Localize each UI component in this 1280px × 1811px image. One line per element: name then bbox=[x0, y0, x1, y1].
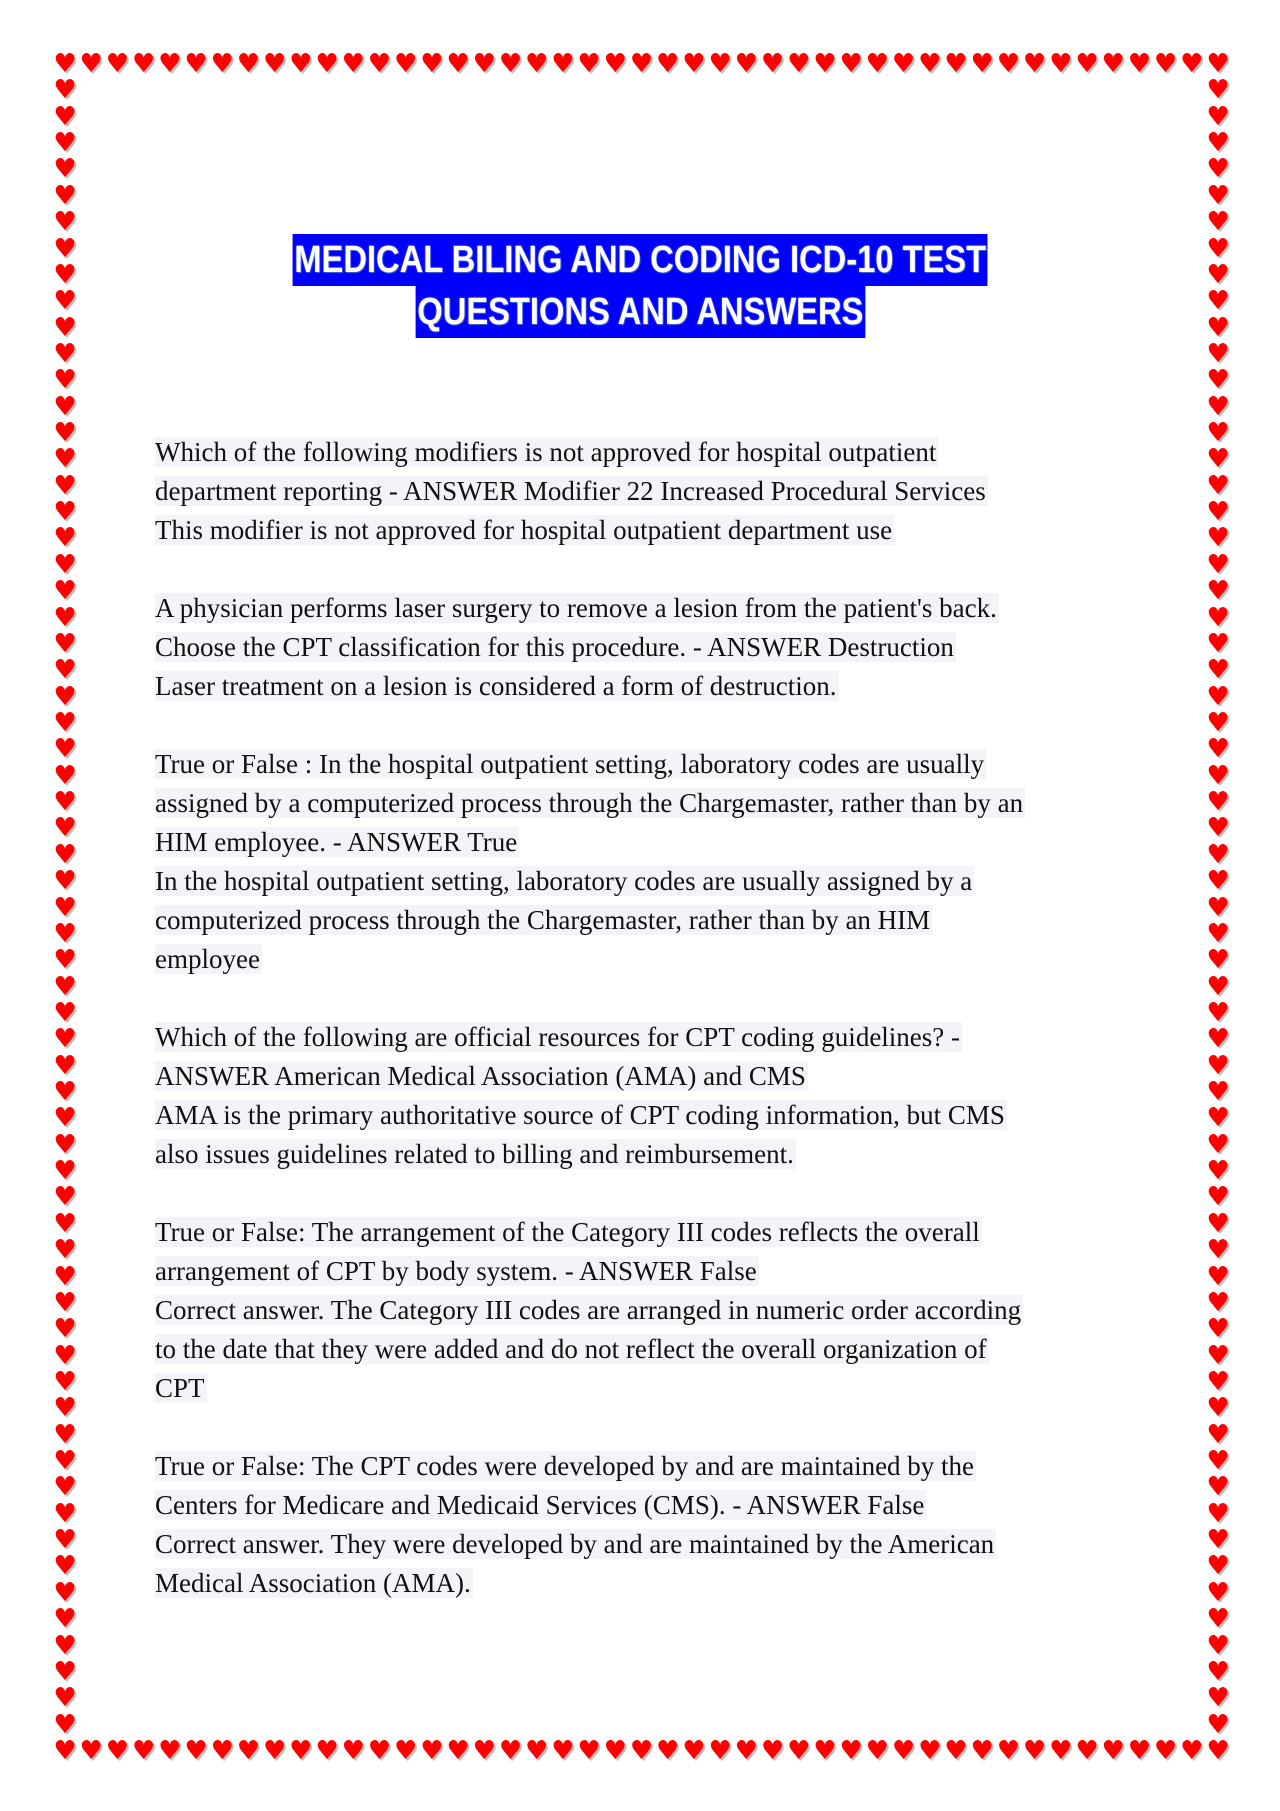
heart-icon: ♥ bbox=[472, 1736, 496, 1766]
heart-icon: ♥ bbox=[603, 1736, 627, 1766]
heart-icon: ♥ bbox=[1206, 523, 1230, 554]
heart-icon: ♥ bbox=[53, 523, 77, 554]
heart-icon: ♥ bbox=[918, 1736, 942, 1766]
qa-text-line: Which of the following are official resources for CPT coding guidelines? - bbox=[155, 1022, 961, 1052]
heart-icon: ♥ bbox=[498, 49, 523, 79]
heart-icon: ♥ bbox=[53, 576, 77, 607]
qa-text-line: A physician performs laser surgery to remove a lesion from the patient's back. bbox=[155, 593, 997, 623]
heart-icon: ♥ bbox=[629, 1736, 654, 1766]
heart-icon: ♥ bbox=[53, 707, 77, 738]
heart-icon: ♥ bbox=[53, 154, 77, 185]
qa-text-line: arrangement of CPT by body system. - ANSWER False bbox=[155, 1256, 757, 1286]
heart-icon: ♥ bbox=[1206, 312, 1230, 343]
heart-icon: ♥ bbox=[53, 734, 77, 765]
heart-icon: ♥ bbox=[1206, 233, 1230, 264]
qa-text-line: True or False : In the hospital outpatient setting, laboratory codes are usually bbox=[155, 749, 985, 779]
heart-icon: ♥ bbox=[53, 1604, 77, 1635]
heart-icon: ♥ bbox=[760, 1736, 785, 1766]
heart-icon: ♥ bbox=[53, 1314, 77, 1345]
heart-icon: ♥ bbox=[734, 49, 758, 79]
heart-icon: ♥ bbox=[996, 1736, 1021, 1766]
heart-icon: ♥ bbox=[210, 1736, 234, 1766]
heart-icon: ♥ bbox=[1049, 1736, 1073, 1766]
heart-icon: ♥ bbox=[53, 1393, 77, 1424]
heart-icon: ♥ bbox=[53, 918, 77, 949]
heart-icon: ♥ bbox=[184, 1736, 208, 1766]
heart-icon: ♥ bbox=[79, 1736, 103, 1766]
heart-icon: ♥ bbox=[53, 681, 77, 712]
qa-item bbox=[155, 1213, 1155, 1408]
heart-icon: ♥ bbox=[1206, 1630, 1230, 1661]
heart-icon: ♥ bbox=[53, 602, 77, 633]
heart-icon: ♥ bbox=[1206, 576, 1230, 607]
heart-icon: ♥ bbox=[53, 1366, 77, 1397]
heart-icon: ♥ bbox=[53, 1419, 77, 1450]
heart-icon: ♥ bbox=[498, 1736, 523, 1766]
heart-icon: ♥ bbox=[1206, 207, 1230, 238]
heart-icon: ♥ bbox=[656, 1736, 680, 1766]
heart-icon: ♥ bbox=[787, 49, 811, 79]
heart-icon: ♥ bbox=[1206, 470, 1230, 501]
qa-text-line: Medical Association (AMA). bbox=[155, 1568, 471, 1598]
heart-icon: ♥ bbox=[1127, 49, 1152, 79]
heart-icon: ♥ bbox=[1206, 259, 1230, 290]
heart-icon: ♥ bbox=[629, 49, 654, 79]
heart-icon: ♥ bbox=[1206, 1419, 1230, 1450]
heart-icon: ♥ bbox=[891, 1736, 916, 1766]
heart-icon: ♥ bbox=[236, 49, 261, 79]
heart-icon: ♥ bbox=[1127, 1736, 1152, 1766]
heart-icon: ♥ bbox=[289, 49, 313, 79]
heart-icon: ♥ bbox=[708, 49, 732, 79]
qa-text-line: Centers for Medicare and Medicaid Services (CMS). - ANSWER False bbox=[155, 1490, 925, 1520]
heart-icon: ♥ bbox=[53, 470, 77, 501]
heart-icon: ♥ bbox=[551, 49, 575, 79]
heart-icon: ♥ bbox=[787, 1736, 811, 1766]
heart-icon: ♥ bbox=[1206, 760, 1230, 791]
heart-icon: ♥ bbox=[53, 1525, 77, 1556]
heart-icon: ♥ bbox=[210, 49, 234, 79]
heart-icon: ♥ bbox=[53, 207, 77, 238]
heart-icon: ♥ bbox=[1206, 971, 1230, 1002]
qa-item bbox=[155, 433, 1155, 550]
heart-icon: ♥ bbox=[53, 1551, 77, 1582]
heart-icon: ♥ bbox=[53, 365, 77, 396]
heart-icon: ♥ bbox=[839, 49, 863, 79]
heart-icon: ♥ bbox=[525, 1736, 549, 1766]
heart-icon: ♥ bbox=[1206, 655, 1230, 686]
heart-icon: ♥ bbox=[1206, 1446, 1230, 1477]
heart-icon: ♥ bbox=[1206, 918, 1230, 949]
heart-icon: ♥ bbox=[53, 1446, 77, 1477]
heart-icon: ♥ bbox=[53, 233, 77, 264]
heart-icon: ♥ bbox=[53, 391, 77, 422]
heart-icon: ♥ bbox=[656, 49, 680, 79]
heart-icon: ♥ bbox=[53, 892, 77, 923]
heart-icon: ♥ bbox=[53, 1577, 77, 1608]
heart-icon: ♥ bbox=[1206, 1050, 1230, 1081]
heart-icon: ♥ bbox=[158, 49, 182, 79]
heart-icon: ♥ bbox=[53, 259, 77, 290]
heart-icon: ♥ bbox=[1022, 1736, 1047, 1766]
heart-icon: ♥ bbox=[53, 787, 77, 818]
heart-icon: ♥ bbox=[53, 628, 77, 659]
heart-icon: ♥ bbox=[1206, 628, 1230, 659]
qa-text-line: In the hospital outpatient setting, laboratory codes are usually assigned by a bbox=[155, 866, 973, 896]
qa-text-line: AMA is the primary authoritative source of CPT coding information, but CMS bbox=[155, 1100, 1005, 1130]
heart-icon: ♥ bbox=[131, 1736, 156, 1766]
heart-icon: ♥ bbox=[1206, 1736, 1230, 1766]
heart-icon: ♥ bbox=[53, 286, 77, 317]
heart-icon: ♥ bbox=[446, 49, 470, 79]
qa-text-line: True or False: The CPT codes were developed by and are maintained by the bbox=[155, 1451, 975, 1481]
heart-icon: ♥ bbox=[53, 1156, 77, 1187]
qa-text-line: assigned by a computerized process through the Chargemaster, rather than by an bbox=[155, 788, 1024, 818]
title-line-1: MEDICAL BILING AND CODING ICD-10 TEST bbox=[292, 234, 987, 286]
document-title bbox=[0, 234, 1280, 343]
heart-icon: ♥ bbox=[446, 1736, 470, 1766]
heart-icon: ♥ bbox=[1206, 681, 1230, 712]
heart-icon: ♥ bbox=[394, 49, 418, 79]
heart-icon: ♥ bbox=[53, 418, 77, 449]
heart-icon: ♥ bbox=[53, 760, 77, 791]
heart-icon: ♥ bbox=[1206, 707, 1230, 738]
heart-icon: ♥ bbox=[53, 1709, 77, 1740]
heart-icon: ♥ bbox=[1206, 1182, 1230, 1213]
heart-icon: ♥ bbox=[105, 1736, 130, 1766]
heart-icon: ♥ bbox=[1206, 1656, 1230, 1687]
qa-text-line: to the date that they were added and do not reflect the overall organization of bbox=[155, 1334, 987, 1364]
heart-icon: ♥ bbox=[1101, 1736, 1125, 1766]
heart-icon: ♥ bbox=[1153, 49, 1178, 79]
heart-icon: ♥ bbox=[682, 49, 706, 79]
heart-icon: ♥ bbox=[53, 1235, 77, 1266]
heart-icon: ♥ bbox=[53, 1103, 77, 1134]
heart-icon: ♥ bbox=[79, 49, 103, 79]
heart-icon: ♥ bbox=[53, 338, 77, 369]
heart-icon: ♥ bbox=[1206, 391, 1230, 422]
qa-item bbox=[155, 1018, 1155, 1174]
heart-icon: ♥ bbox=[577, 1736, 601, 1766]
heart-icon: ♥ bbox=[1206, 1366, 1230, 1397]
heart-icon: ♥ bbox=[53, 945, 77, 976]
heart-icon: ♥ bbox=[53, 312, 77, 343]
heart-icon: ♥ bbox=[970, 49, 994, 79]
heart-icon: ♥ bbox=[53, 839, 77, 870]
heart-icon: ♥ bbox=[53, 1340, 77, 1371]
heart-icon: ♥ bbox=[341, 49, 365, 79]
qa-text-line: also issues guidelines related to billing and reimbursement. bbox=[155, 1139, 794, 1169]
heart-icon: ♥ bbox=[53, 180, 77, 211]
heart-icon: ♥ bbox=[1206, 101, 1230, 132]
heart-icon: ♥ bbox=[1206, 1472, 1230, 1503]
heart-icon: ♥ bbox=[708, 1736, 732, 1766]
qa-list bbox=[155, 433, 1155, 1642]
qa-text-line: True or False: The arrangement of the Category III codes reflects the overall bbox=[155, 1217, 980, 1247]
heart-icon: ♥ bbox=[1075, 49, 1099, 79]
heart-icon: ♥ bbox=[944, 49, 968, 79]
heart-icon: ♥ bbox=[53, 866, 77, 897]
heart-icon: ♥ bbox=[289, 1736, 313, 1766]
heart-icon: ♥ bbox=[1206, 338, 1230, 369]
heart-icon: ♥ bbox=[1206, 180, 1230, 211]
heart-icon: ♥ bbox=[1049, 49, 1073, 79]
heart-icon: ♥ bbox=[603, 49, 627, 79]
heart-icon: ♥ bbox=[1206, 365, 1230, 396]
heart-icon: ♥ bbox=[1206, 1577, 1230, 1608]
qa-text-line: Choose the CPT classification for this procedure. - ANSWER Destruction bbox=[155, 632, 954, 662]
heart-icon: ♥ bbox=[1206, 1525, 1230, 1556]
heart-icon: ♥ bbox=[996, 49, 1021, 79]
heart-icon: ♥ bbox=[551, 1736, 575, 1766]
heart-icon: ♥ bbox=[1206, 444, 1230, 475]
qa-text-line: HIM employee. - ANSWER True bbox=[155, 827, 518, 857]
heart-icon: ♥ bbox=[105, 49, 130, 79]
heart-icon: ♥ bbox=[53, 813, 77, 844]
heart-icon: ♥ bbox=[1180, 1736, 1204, 1766]
heart-icon: ♥ bbox=[1180, 49, 1204, 79]
heart-icon: ♥ bbox=[1206, 1551, 1230, 1582]
heart-icon: ♥ bbox=[53, 1472, 77, 1503]
heart-icon: ♥ bbox=[682, 1736, 706, 1766]
heart-icon: ♥ bbox=[1206, 997, 1230, 1028]
qa-item bbox=[155, 1447, 1155, 1603]
heart-icon: ♥ bbox=[367, 1736, 392, 1766]
heart-icon: ♥ bbox=[53, 497, 77, 528]
heart-icon: ♥ bbox=[158, 1736, 182, 1766]
heart-icon: ♥ bbox=[1206, 128, 1230, 159]
heart-icon: ♥ bbox=[1206, 154, 1230, 185]
heart-icon: ♥ bbox=[1206, 1287, 1230, 1318]
heart-icon: ♥ bbox=[315, 1736, 339, 1766]
heart-icon: ♥ bbox=[1101, 49, 1125, 79]
heart-icon: ♥ bbox=[1206, 1235, 1230, 1266]
heart-icon: ♥ bbox=[970, 1736, 994, 1766]
heart-icon: ♥ bbox=[131, 49, 156, 79]
heart-icon: ♥ bbox=[53, 1656, 77, 1687]
heart-icon: ♥ bbox=[420, 49, 444, 79]
heart-icon: ♥ bbox=[1206, 945, 1230, 976]
heart-icon: ♥ bbox=[1022, 49, 1047, 79]
heart-icon: ♥ bbox=[53, 1261, 77, 1292]
heart-icon: ♥ bbox=[53, 49, 77, 79]
qa-text-line: Laser treatment on a lesion is considered a form of destruction. bbox=[155, 671, 837, 701]
heart-icon: ♥ bbox=[1206, 602, 1230, 633]
heart-icon: ♥ bbox=[891, 49, 916, 79]
heart-icon: ♥ bbox=[1206, 497, 1230, 528]
heart-icon: ♥ bbox=[53, 1182, 77, 1213]
heart-icon: ♥ bbox=[236, 1736, 261, 1766]
qa-text-line: CPT bbox=[155, 1373, 205, 1403]
qa-text-line: employee bbox=[155, 944, 260, 974]
heart-icon: ♥ bbox=[1206, 1340, 1230, 1371]
heart-icon: ♥ bbox=[53, 971, 77, 1002]
heart-icon: ♥ bbox=[1206, 1709, 1230, 1740]
heart-icon: ♥ bbox=[1206, 286, 1230, 317]
qa-item bbox=[155, 589, 1155, 706]
heart-icon: ♥ bbox=[760, 49, 785, 79]
heart-icon: ♥ bbox=[1206, 1604, 1230, 1635]
heart-icon: ♥ bbox=[53, 1683, 77, 1714]
heart-icon: ♥ bbox=[1206, 1498, 1230, 1529]
heart-icon: ♥ bbox=[1206, 1208, 1230, 1239]
qa-item bbox=[155, 745, 1155, 979]
heart-icon: ♥ bbox=[1206, 734, 1230, 765]
heart-icon: ♥ bbox=[53, 1077, 77, 1108]
heart-icon: ♥ bbox=[1206, 1024, 1230, 1055]
heart-icon: ♥ bbox=[53, 1630, 77, 1661]
qa-text-line: computerized process through the Chargemaster, rather than by an HIM bbox=[155, 905, 931, 935]
title-line-2: QUESTIONS AND ANSWERS bbox=[415, 286, 864, 338]
heart-icon: ♥ bbox=[1206, 839, 1230, 870]
heart-icon: ♥ bbox=[1206, 787, 1230, 818]
heart-icon: ♥ bbox=[1075, 1736, 1099, 1766]
heart-icon: ♥ bbox=[1206, 1103, 1230, 1134]
heart-icon: ♥ bbox=[1206, 1129, 1230, 1160]
heart-icon: ♥ bbox=[53, 1736, 77, 1766]
heart-icon: ♥ bbox=[53, 997, 77, 1028]
heart-icon: ♥ bbox=[341, 1736, 365, 1766]
heart-icon: ♥ bbox=[53, 1208, 77, 1239]
heart-icon: ♥ bbox=[1206, 1156, 1230, 1187]
heart-icon: ♥ bbox=[394, 1736, 418, 1766]
heart-icon: ♥ bbox=[420, 1736, 444, 1766]
heart-icon: ♥ bbox=[944, 1736, 968, 1766]
qa-text-line: ANSWER American Medical Association (AMA) and CMS bbox=[155, 1061, 806, 1091]
heart-icon: ♥ bbox=[53, 1129, 77, 1160]
heart-icon: ♥ bbox=[1206, 1393, 1230, 1424]
heart-icon: ♥ bbox=[1206, 49, 1230, 79]
heart-icon: ♥ bbox=[1206, 75, 1230, 106]
qa-text-line: Correct answer. They were developed by and are maintained by the American bbox=[155, 1529, 995, 1559]
heart-icon: ♥ bbox=[734, 1736, 758, 1766]
heart-icon: ♥ bbox=[53, 1024, 77, 1055]
heart-icon: ♥ bbox=[53, 128, 77, 159]
heart-icon: ♥ bbox=[1206, 549, 1230, 580]
heart-icon: ♥ bbox=[53, 101, 77, 132]
heart-icon: ♥ bbox=[813, 1736, 837, 1766]
heart-icon: ♥ bbox=[262, 49, 287, 79]
heart-icon: ♥ bbox=[1153, 1736, 1178, 1766]
heart-icon: ♥ bbox=[367, 49, 392, 79]
qa-text-line: Correct answer. The Category III codes are arranged in numeric order according bbox=[155, 1295, 1022, 1325]
qa-text-line: department reporting - ANSWER Modifier 22 Increased Procedural Services bbox=[155, 476, 986, 506]
heart-icon: ♥ bbox=[472, 49, 496, 79]
heart-icon: ♥ bbox=[262, 1736, 287, 1766]
heart-icon: ♥ bbox=[53, 75, 77, 106]
heart-icon: ♥ bbox=[1206, 1077, 1230, 1108]
qa-text-line: Which of the following modifiers is not approved for hospital outpatient bbox=[155, 437, 937, 467]
qa-text-line: This modifier is not approved for hospital outpatient department use bbox=[155, 515, 893, 545]
heart-icon: ♥ bbox=[865, 1736, 889, 1766]
heart-icon: ♥ bbox=[315, 49, 339, 79]
heart-icon: ♥ bbox=[53, 655, 77, 686]
heart-icon: ♥ bbox=[1206, 1683, 1230, 1714]
heart-icon: ♥ bbox=[1206, 1261, 1230, 1292]
heart-icon: ♥ bbox=[1206, 418, 1230, 449]
heart-icon: ♥ bbox=[53, 549, 77, 580]
heart-icon: ♥ bbox=[1206, 813, 1230, 844]
heart-icon: ♥ bbox=[813, 49, 837, 79]
heart-icon: ♥ bbox=[53, 1287, 77, 1318]
heart-icon: ♥ bbox=[184, 49, 208, 79]
heart-icon: ♥ bbox=[865, 49, 889, 79]
heart-icon: ♥ bbox=[577, 49, 601, 79]
heart-icon: ♥ bbox=[1206, 892, 1230, 923]
heart-icon: ♥ bbox=[839, 1736, 863, 1766]
heart-icon: ♥ bbox=[525, 49, 549, 79]
heart-icon: ♥ bbox=[53, 1498, 77, 1529]
heart-icon: ♥ bbox=[918, 49, 942, 79]
heart-icon: ♥ bbox=[53, 1050, 77, 1081]
heart-icon: ♥ bbox=[1206, 866, 1230, 897]
heart-icon: ♥ bbox=[53, 444, 77, 475]
heart-icon: ♥ bbox=[1206, 1314, 1230, 1345]
